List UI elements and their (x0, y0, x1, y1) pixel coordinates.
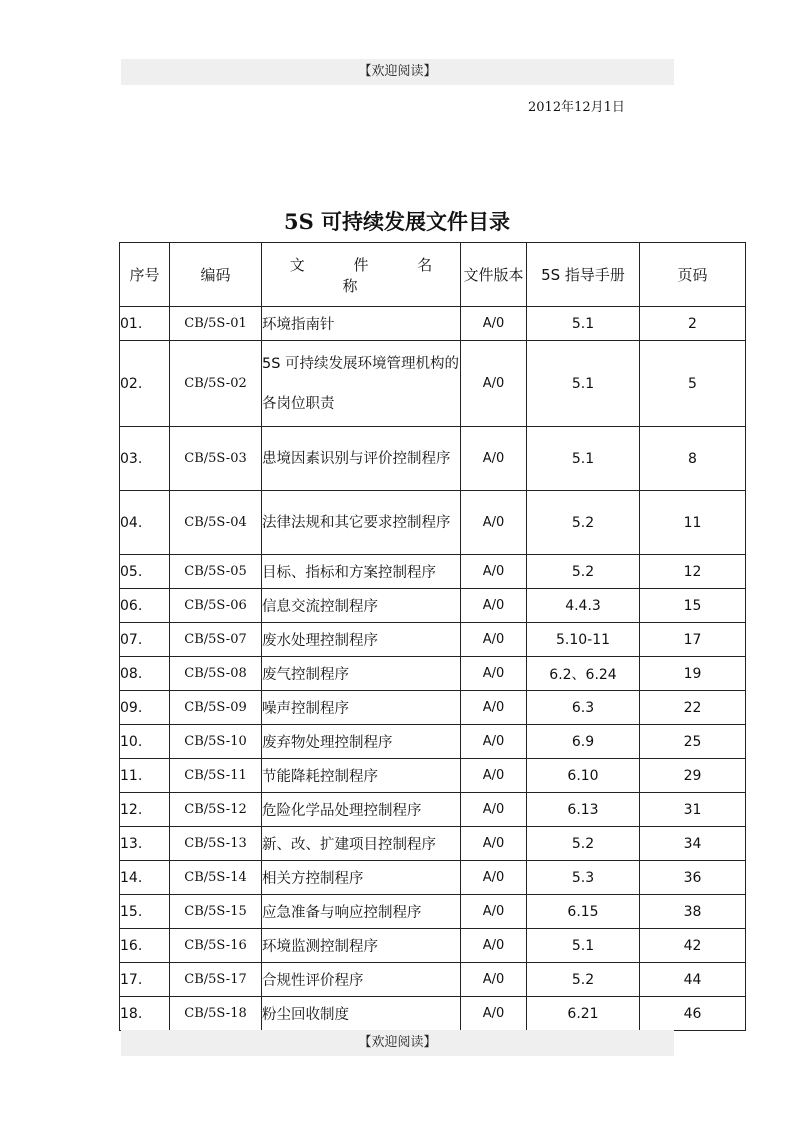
cell-manual: 5.1 (527, 929, 640, 963)
cell-name: 患境因素识别与评价控制程序 (262, 427, 461, 491)
table-header-row (120, 243, 746, 307)
cell-page: 17 (640, 623, 746, 657)
cell-manual: 4.4.3 (527, 589, 640, 623)
header-manual: 5S 指导手册 (527, 243, 640, 307)
cell-name: 废水处理控制程序 (262, 623, 461, 657)
cell-manual: 6.9 (527, 725, 640, 759)
cell-manual: 5.10-11 (527, 623, 640, 657)
cell-seq: 17. (120, 963, 170, 997)
cell-page: 38 (640, 895, 746, 929)
cell-name: 信息交流控制程序 (262, 589, 461, 623)
cell-code: CB/5S-07 (170, 623, 262, 657)
cell-manual: 5.2 (527, 827, 640, 861)
cell-name: 节能降耗控制程序 (262, 759, 461, 793)
cell-version: A/0 (461, 491, 527, 555)
cell-name: 废气控制程序 (262, 657, 461, 691)
cell-manual: 5.2 (527, 963, 640, 997)
cell-code: CB/5S-13 (170, 827, 262, 861)
cell-page: 42 (640, 929, 746, 963)
cell-version: A/0 (461, 427, 527, 491)
cell-code: CB/5S-16 (170, 929, 262, 963)
cell-code: CB/5S-10 (170, 725, 262, 759)
table-row (120, 657, 746, 691)
cell-seq: 14. (120, 861, 170, 895)
table-row (120, 827, 746, 861)
table-row (120, 427, 746, 491)
cell-seq: 16. (120, 929, 170, 963)
cell-code: CB/5S-06 (170, 589, 262, 623)
header-page: 页码 (640, 243, 746, 307)
cell-version: A/0 (461, 725, 527, 759)
cell-version: A/0 (461, 623, 527, 657)
cell-code: CB/5S-05 (170, 555, 262, 589)
table-row (120, 691, 746, 725)
cell-page: 25 (640, 725, 746, 759)
cell-manual: 6.3 (527, 691, 640, 725)
header-name (262, 243, 461, 307)
cell-seq: 08. (120, 657, 170, 691)
cell-name: 环境监测控制程序 (262, 929, 461, 963)
cell-page: 29 (640, 759, 746, 793)
table-row (120, 555, 746, 589)
cell-version: A/0 (461, 861, 527, 895)
cell-seq: 13. (120, 827, 170, 861)
cell-seq: 18. (120, 997, 170, 1031)
header-version: 文件版本 (461, 243, 527, 307)
cell-manual: 6.21 (527, 997, 640, 1031)
cell-code: CB/5S-08 (170, 657, 262, 691)
cell-version: A/0 (461, 895, 527, 929)
cell-code: CB/5S-03 (170, 427, 262, 491)
cell-page: 5 (640, 341, 746, 427)
cell-version: A/0 (461, 827, 527, 861)
cell-code: CB/5S-04 (170, 491, 262, 555)
cell-code: CB/5S-02 (170, 341, 262, 427)
cell-seq: 04. (120, 491, 170, 555)
cell-code: CB/5S-18 (170, 997, 262, 1031)
cell-code: CB/5S-15 (170, 895, 262, 929)
cell-name: 5S 可持续发展环境管理机构的各岗位职责 (262, 341, 461, 427)
cell-name: 新、改、扩建项目控制程序 (262, 827, 461, 861)
cell-name: 噪声控制程序 (262, 691, 461, 725)
cell-page: 31 (640, 793, 746, 827)
cell-manual: 5.1 (527, 307, 640, 341)
header-seq: 序号 (120, 243, 170, 307)
banner-top: 【欢迎阅读】 (121, 59, 674, 85)
cell-seq: 09. (120, 691, 170, 725)
cell-version: A/0 (461, 307, 527, 341)
table-row (120, 929, 746, 963)
table-row (120, 759, 746, 793)
cell-page: 15 (640, 589, 746, 623)
table-row (120, 623, 746, 657)
toc-table (119, 242, 746, 1031)
cell-code: CB/5S-09 (170, 691, 262, 725)
cell-version: A/0 (461, 691, 527, 725)
cell-version: A/0 (461, 759, 527, 793)
cell-seq: 07. (120, 623, 170, 657)
cell-page: 22 (640, 691, 746, 725)
cell-page: 34 (640, 827, 746, 861)
table-row (120, 341, 746, 427)
cell-manual: 5.3 (527, 861, 640, 895)
banner-bottom: 【欢迎阅读】 (121, 1030, 674, 1056)
cell-name: 相关方控制程序 (262, 861, 461, 895)
table-row (120, 725, 746, 759)
cell-seq: 06. (120, 589, 170, 623)
header-name-label: 文 件 名 称 (289, 255, 455, 295)
header-code: 编码 (170, 243, 262, 307)
table-row (120, 963, 746, 997)
cell-name: 危险化学品处理控制程序 (262, 793, 461, 827)
cell-name: 废弃物处理控制程序 (262, 725, 461, 759)
cell-seq: 12. (120, 793, 170, 827)
cell-code: CB/5S-01 (170, 307, 262, 341)
cell-code: CB/5S-14 (170, 861, 262, 895)
cell-version: A/0 (461, 555, 527, 589)
cell-manual: 6.2、6.24 (527, 657, 640, 691)
table-row (120, 589, 746, 623)
cell-page: 11 (640, 491, 746, 555)
table-row (120, 997, 746, 1031)
cell-seq: 02. (120, 341, 170, 427)
cell-manual: 5.1 (527, 341, 640, 427)
cell-page: 2 (640, 307, 746, 341)
cell-manual: 5.2 (527, 491, 640, 555)
cell-seq: 10. (120, 725, 170, 759)
cell-seq: 15. (120, 895, 170, 929)
cell-name: 合规性评价程序 (262, 963, 461, 997)
cell-name: 目标、指标和方案控制程序 (262, 555, 461, 589)
cell-page: 12 (640, 555, 746, 589)
cell-page: 44 (640, 963, 746, 997)
cell-seq: 03. (120, 427, 170, 491)
table-row (120, 307, 746, 341)
cell-name: 环境指南针 (262, 307, 461, 341)
cell-version: A/0 (461, 589, 527, 623)
cell-seq: 01. (120, 307, 170, 341)
cell-code: CB/5S-17 (170, 963, 262, 997)
cell-version: A/0 (461, 657, 527, 691)
cell-page: 8 (640, 427, 746, 491)
cell-version: A/0 (461, 793, 527, 827)
cell-manual: 5.2 (527, 555, 640, 589)
document-title: 5S 可持续发展文件目录 (283, 209, 511, 234)
document-date: 2012年12月1日 (528, 100, 625, 115)
cell-code: CB/5S-11 (170, 759, 262, 793)
cell-manual: 5.1 (527, 427, 640, 491)
cell-manual: 6.10 (527, 759, 640, 793)
cell-seq: 05. (120, 555, 170, 589)
cell-name: 粉尘回收制度 (262, 997, 461, 1031)
cell-manual: 6.15 (527, 895, 640, 929)
cell-version: A/0 (461, 963, 527, 997)
table-row (120, 861, 746, 895)
cell-version: A/0 (461, 929, 527, 963)
cell-page: 19 (640, 657, 746, 691)
cell-seq: 11. (120, 759, 170, 793)
cell-code: CB/5S-12 (170, 793, 262, 827)
table-row (120, 491, 746, 555)
cell-page: 46 (640, 997, 746, 1031)
cell-name: 法律法规和其它要求控制程序 (262, 491, 461, 555)
cell-manual: 6.13 (527, 793, 640, 827)
table-row (120, 793, 746, 827)
cell-version: A/0 (461, 997, 527, 1031)
cell-name: 应急准备与响应控制程序 (262, 895, 461, 929)
cell-page: 36 (640, 861, 746, 895)
cell-version: A/0 (461, 341, 527, 427)
table-row (120, 895, 746, 929)
